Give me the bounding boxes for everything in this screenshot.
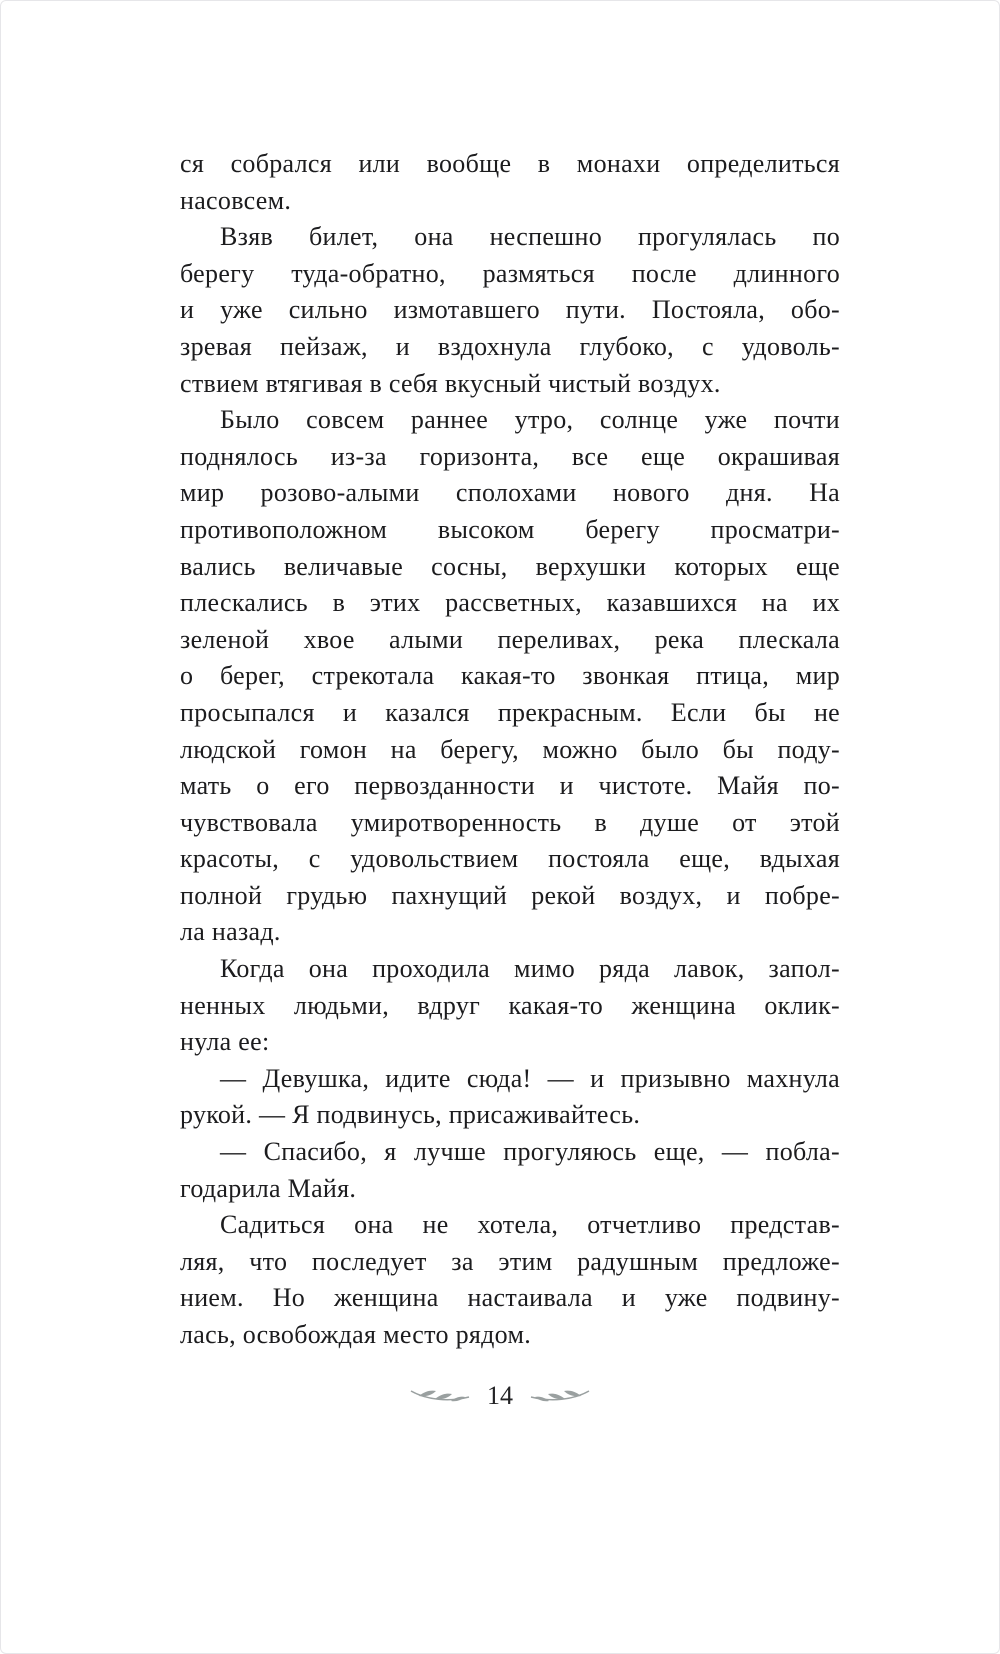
laurel-branch-left-icon	[409, 1387, 471, 1405]
page-footer	[1, 1381, 999, 1411]
paragraph	[180, 1207, 840, 1353]
text-block	[180, 146, 840, 1354]
text-line: Когда она проходила мимо ряда лавок, запол-	[220, 954, 840, 984]
text-line: ся собрался или вообще в монахи определиться	[180, 149, 840, 178]
text-line: нием. Но женщина настаивала и уже подвину-	[180, 1283, 840, 1313]
paragraph	[180, 146, 840, 219]
paragraph	[180, 1061, 840, 1134]
text-line: мир розово-алыми сполохами нового дня. На	[180, 478, 840, 508]
paragraph	[180, 951, 840, 1061]
text-line: ствием втягивая в себя вкусный чистый воздух.	[180, 368, 721, 398]
text-line: чувствовала умиротворенность в душе от этой	[180, 807, 840, 837]
text-line: плескались в этих рассветных, казавшихся на их	[180, 588, 840, 618]
text-line: мать о его первозданности и чистоте. Майя по-	[180, 771, 840, 801]
text-line: и уже сильно измотавшего пути. Постояла, обо-	[180, 295, 840, 325]
text-line: людской гомон на берегу, можно было бы поду-	[180, 734, 840, 764]
text-line: красоты, с удовольствием постояла еще, вдыхая	[180, 844, 840, 874]
text-line: противоположном высоком берегу просматри-	[180, 514, 840, 544]
text-line: рукой. — Я подвинусь, присаживайтесь.	[180, 1100, 641, 1130]
text-line: поднялось из-за горизонта, все еще окрашивая	[180, 441, 840, 471]
laurel-branch-right-icon	[529, 1387, 591, 1405]
text-line: — Спасибо, я лучше прогуляюсь еще, — побла-	[220, 1137, 840, 1167]
text-line: полной грудью пахнущий рекой воздух, и побре-	[180, 880, 840, 910]
text-line: — Девушка, идите сюда! — и призывно махнула	[220, 1063, 840, 1093]
page-number: 14	[487, 1381, 513, 1410]
text-line: насовсем.	[180, 185, 292, 215]
paragraph	[180, 402, 840, 951]
text-line: лась, освобождая место рядом.	[180, 1320, 532, 1349]
paragraph	[180, 1134, 840, 1207]
text-line: ненных людьми, вдруг какая-то женщина оклик-	[180, 990, 840, 1020]
text-line: ла назад.	[180, 917, 281, 947]
paragraph	[180, 219, 840, 402]
text-line: годарила Майя.	[180, 1173, 357, 1203]
text-line: Садиться она не хотела, отчетливо представ-	[220, 1210, 840, 1240]
text-line: берегу туда-обратно, размяться после длинного	[180, 258, 840, 288]
text-line: Взяв билет, она неспешно прогулялась по	[220, 222, 840, 252]
text-line: ляя, что последует за этим радушным предложе-	[180, 1246, 840, 1276]
text-line: о берег, стрекотала какая-то звонкая птица, мир	[180, 661, 840, 691]
text-line: вались величавые сосны, верхушки которых еще	[180, 551, 840, 581]
text-line: зеленой хвое алыми переливах, река плескала	[180, 624, 840, 654]
text-line: нула ее:	[180, 1027, 270, 1057]
text-line: просыпался и казался прекрасным. Если бы не	[180, 697, 840, 727]
text-line: зревая пейзаж, и вздохнула глубоко, с удоволь-	[180, 331, 840, 361]
text-line: Было совсем раннее утро, солнце уже почти	[220, 405, 840, 435]
